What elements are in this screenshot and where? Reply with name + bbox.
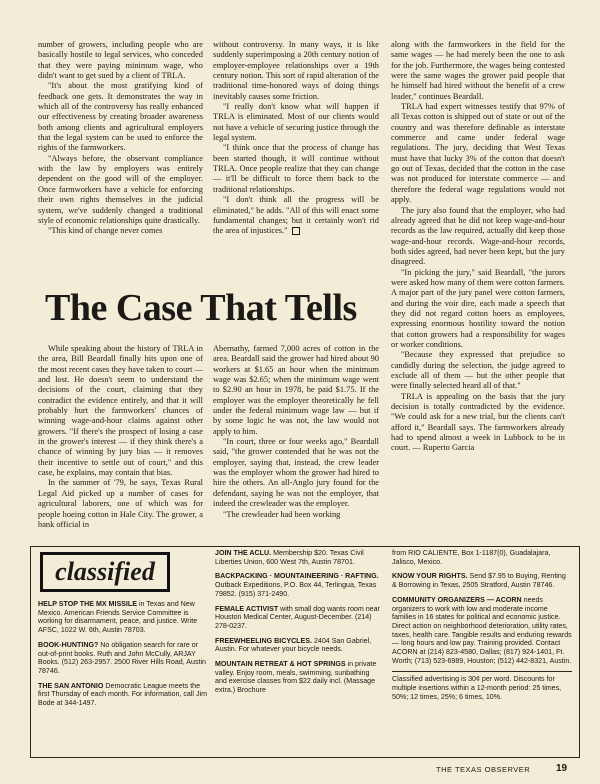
paragraph: "I really don't know what will happen if TRLA is eliminated. Most of our clients would not have a vehicle of securing justice through the legal system. (213, 102, 379, 143)
ad-title: HELP STOP THE MX MISSILE (38, 600, 137, 608)
classified-ad (215, 572, 383, 598)
article-right-column (391, 40, 565, 454)
article-lower-column-1 (38, 344, 203, 530)
ad-title: BACKPACKING · MOUNTAINEERING · RAFTING. (215, 572, 379, 581)
ad-title: KNOW YOUR RIGHTS. (392, 572, 468, 581)
classified-divider (30, 546, 578, 547)
classified-ad (38, 600, 208, 635)
classified-ad (392, 549, 572, 566)
ad-title: COMMUNITY ORGANIZERS — ACORN (392, 595, 522, 604)
ad-title: MOUNTAIN RETREAT & HOT SPRINGS (215, 660, 346, 669)
classified-column-1 (38, 600, 208, 714)
classified-ad (392, 596, 572, 666)
ad-body: from RIO CALIENTE, Box 1-1187(0), Guadalajara, Jalisco, Mexico. (392, 549, 551, 566)
paragraph: "Always before, the observant compliance with the law by employers was entirely dependent on the good will of the employer. Once farmworkers have a vehicle for enforcing their own rights themselves in the judicial system, we've suddenly changed a traditional style of economic relationships quite drastically. (38, 153, 203, 225)
paragraph: TRLA had expert witnesses testify that 97% of all Texas cotton is shipped out of state or out of the country and was therefore definable as interstate commerce and came under federal wage regulations. The jury, deciding that West Texas must have that lucky 3% of the cotton that doesn't go out of Texas, decided that the cotton in the case was not produced for interstate commerce — and therefore the federal wage regulations would not apply. (391, 102, 565, 205)
ad-body: Send $7.95 to Buying, Renting & Borrowing in Texas, 2505 Stratford, Austin 78746. (392, 572, 566, 590)
ad-title: THE SAN ANTONIO (38, 681, 104, 690)
article-top-column-1 (38, 40, 203, 237)
classified-ad (215, 605, 383, 631)
ad-title: FEMALE ACTIVIST (215, 604, 279, 613)
ad-body: 2404 San Gabriel, Austin. For whatever your bicycle needs. (215, 636, 372, 654)
paragraph: "In court, three or four weeks ago," Beardall said, "the grower contended that he was not the employer, saying that, instead, the crew leader was the employer whom the grower had hired to hire the others. An all-Anglo jury found for the defendant, saying he was not the employer, that indeed the crewleader was the employer. (213, 437, 379, 509)
paragraph: "Because they expressed that prejudice so candidly during the selection, the judge agreed to exclude all of them — but the other people that were finally selected heard all of that." (391, 350, 565, 391)
ad-body: Classified advertising is 30¢ per word. Discounts for multiple insertions within a 12-month period: 25 times, 50%; 12 times, 25%; 6 times, 10%. (392, 675, 562, 701)
ad-body: with small dog wants room near Houston Medical Center, August-December. (214) 278-0237. (215, 604, 380, 630)
classified-ad (215, 660, 383, 695)
paragraph: "I think once that the process of change has been started though, it will continue without TRLA. Once people realize that they can change — it'll be difficult to force them back to the traditional relationships. (213, 143, 379, 194)
paragraph (213, 195, 379, 236)
paragraph: "It's about the most gratifying kind of feedback one gets. It demonstrates the way in which all of the controversy has really enhanced our effectiveness by creating broader awareness both among clients and agricultural employers that the legal system can be used to enforce the rights of the farmworkers. (38, 81, 203, 153)
ad-body: needs organizers to work with low and moderate income families in 16 states for political and economic justice. Direct action on neighborhood deterioration, utility rates, taxes, health care. Tangible results and enduring rewards — long hours and low pay. Training provided. Contact ACORN at (214) 823-4580, Dallas; (817) 924-1401, Ft. Worth; (713) 523-6989, Houston; (512) 442-8321, Austin. (392, 595, 572, 665)
ad-body: Democratic League meets the first Thursday of each month. For information, call Jim Bode at 344-1497. (38, 681, 207, 708)
classified-rates (392, 671, 572, 701)
classified-column-2 (215, 549, 383, 701)
paragraph-text: "I don't think all the progress will be eliminated," he adds. "All of this will enact some fundamental changes; but it certainly won't rid the area of injustices." (213, 195, 379, 236)
article-top-column-2 (213, 40, 379, 237)
paragraph: Abernathy, farmed 7,000 acres of cotton in the area. Beardall said the grower had hired about 90 workers at $1.65 an hour when the minimum wage was $2.65; when the minimum wage went to $2.90 an hour in 1978, he paid $1.75. If the employer was the employer theoretically he fell under the federal minimum wage law — but if by some logic he was not, the law would not apply to him. (213, 344, 379, 436)
classified-ad (215, 549, 383, 566)
paragraph: "This kind of change never comes (48, 226, 163, 236)
paragraph: without controversy. In many ways, it is like suddenly superimposing a 20th century notion of employer-employee relationships over a 19th century notion. This sort of rapid alteration of the traditional time-honored ways of doing things inevitably causes some friction. (213, 40, 379, 101)
article-lower-column-2 (213, 344, 379, 520)
paragraph: TRLA is appealing on the basis that the jury decision is totally contradicted by the evidence. "We could ask for a new trial, but the clients can't afford it," Beardall says. The farmworkers already had to spend almost a week in Lubbock to be in court. — Ruperto Garcia (391, 391, 565, 453)
end-mark-icon (292, 227, 300, 235)
classified-ad (38, 641, 208, 676)
paragraph: "In picking the jury," said Beardall, "the jurors were asked how many of them were cotton farmers. A major part of the jury panel were cotton farmers, and during the voir dire, each made a speech that they did not regard cotton hoers as employees, expressing enormous hostility toward the notion that cotton growers had a responsibility for wages or worker conditions. (391, 267, 565, 349)
ad-body: Membership $20. Texas Civil Liberties Union, 600 West 7th, Austin 78701. (215, 549, 364, 566)
classified-ad (38, 682, 208, 708)
classified-heading: classified (40, 552, 170, 592)
paragraph: number of growers, including people who are basically hostile to legal services, who conceded that they were paying minimum wage, who didn't want to get sued by a client of TRLA. (38, 40, 203, 81)
paragraph: "The crewleader had been working (223, 509, 341, 519)
article-headline: The Case That Tells (45, 287, 357, 329)
page-number: 19 (556, 763, 568, 774)
ad-body: in private valley. Enjoy room, meals, swimming, sunbathing and exercise classes from $22 daily incl. (Massage extra.) Brochure (215, 660, 377, 695)
publication-name: THE TEXAS OBSERVER (436, 765, 531, 774)
classified-ad (215, 637, 383, 654)
ad-body: in Texas and New Mexico. American Friends Service Committee is working for disarmament, peace, and justice. Write AFSC, 1022 W. 6th, Austin 78703. (38, 600, 198, 635)
paragraph: The jury also found that the employer, who had already agreed that he did not keep wage-and-hour records as the law required, actually did keep those wage-and-hour records. Wage-and-hour records, both sides agreed, had never been kept, but the jury disagreed. (391, 205, 565, 267)
classified-ad (392, 572, 572, 589)
paragraph: While speaking about the history of TRLA in the area, Bill Beardall finally hits upon one of the most recent cases they have taken to court — and lost. He doesn't seem to understand the decisions of the court, claiming that they contradict the evidence entirely, and that it will probably hurt the farmworkers' chances of winning wage-and-hour claims against other growers. "If there's the prospect of losing a case in the grower's interest — if they think there's a chance of winning by jury bias — it removes their incentive to settle out of court," and this case, he explains, may contain that bias. (38, 344, 203, 478)
ad-body: Outback Expeditions, P.O. Box 44, Terlingua, Texas 79852. (915) 371-2490. (215, 581, 377, 598)
paragraph: In the summer of '79, he says, Texas Rural Legal Aid picked up a number of cases for agricultural laborers, one of which was for people hoeing cotton in Hale City. The grower, a bank official in (38, 478, 203, 529)
ad-title: JOIN THE ACLU. (215, 549, 272, 557)
ad-body: No obligation search for rare or out-of-print books. Ruth and John McCully, ARJAY Books. (512) 263-2957. 2500 River Hills Road, Austin 78746. (38, 640, 206, 675)
ad-title: FREEWHEELING BICYCLES. (215, 636, 312, 645)
paragraph: along with the farmworkers in the field for the same wages — he had merely been the one to ask for the job. Furthermore, the wages being contested were the same wages the grower paid people that he himself had hired without the benefit of a crew leader," continues Beardall. (391, 40, 565, 101)
classified-column-3 (392, 549, 572, 708)
ad-title: BOOK-HUNTING? (38, 640, 99, 649)
